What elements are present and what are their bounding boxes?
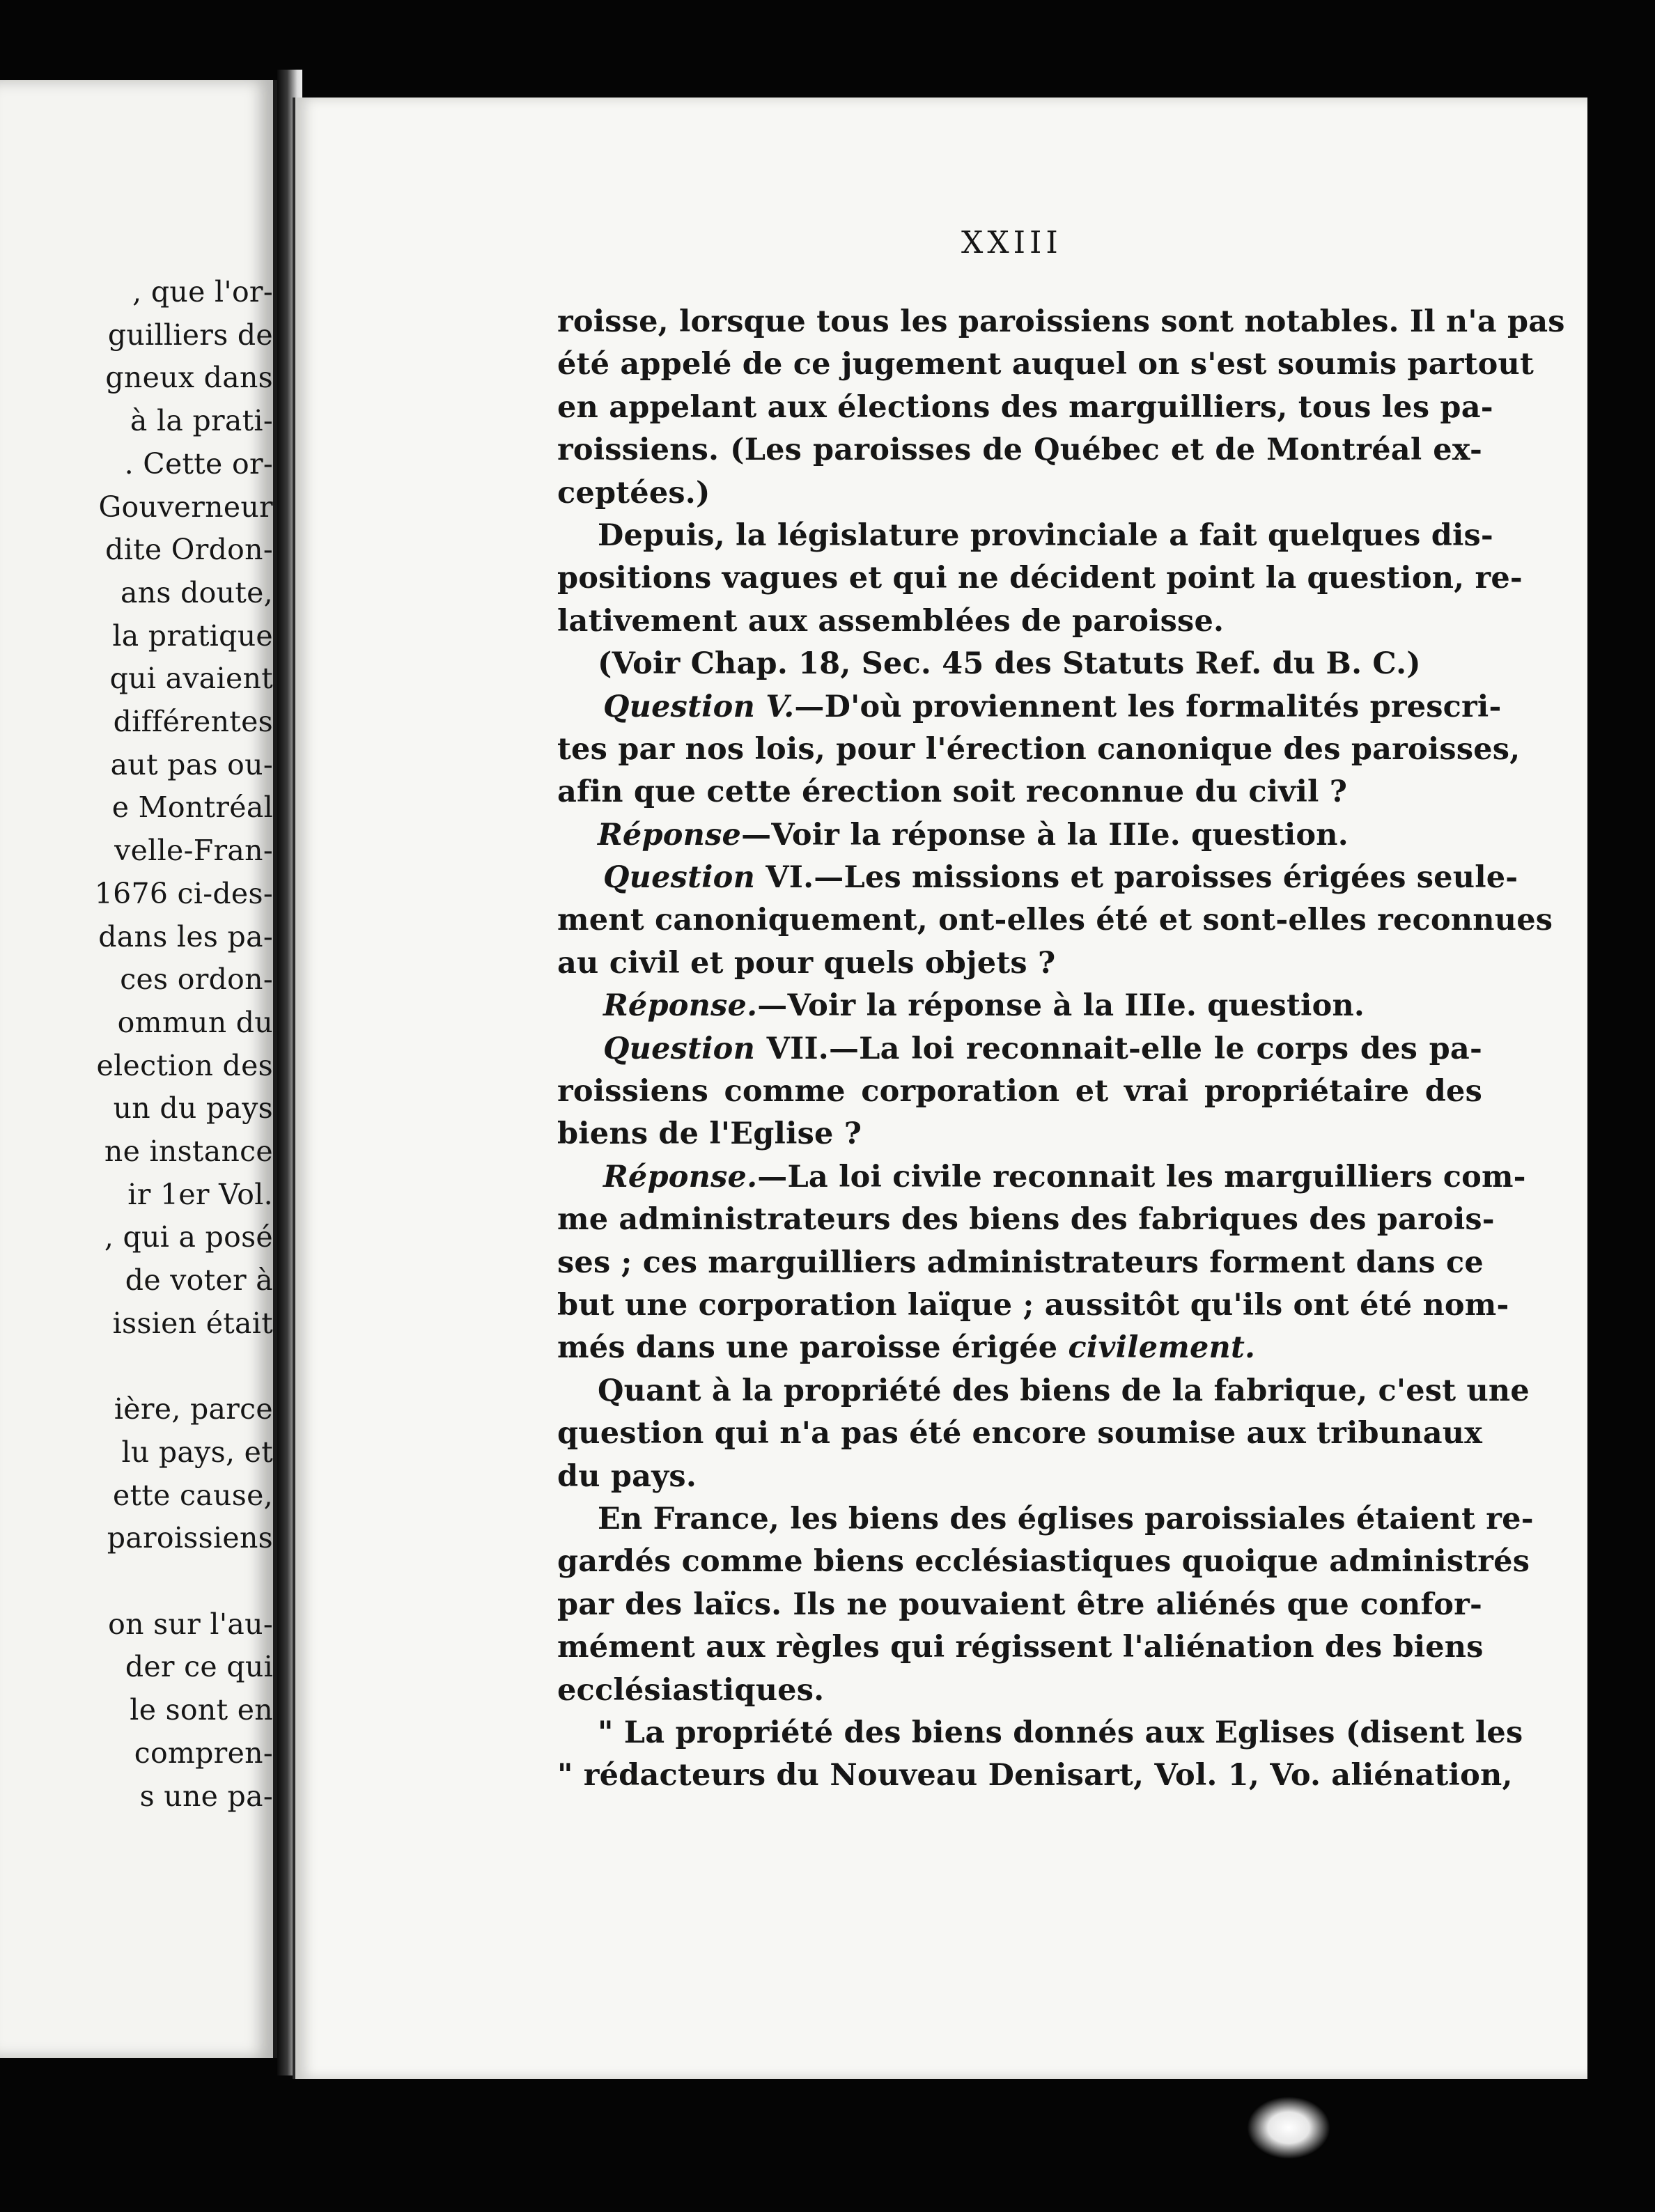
text-segment: afin que cette érection soit reconnue du civil ? [557,774,1348,810]
text-segment: —D'où proviennent les formalités prescri- [794,689,1502,724]
text-line [557,1327,1482,1369]
text-segment: en appelant aux élections des marguilliers, tous les pa- [557,389,1493,425]
left-page-line: guilliers de [107,318,273,352]
italic-text: Question V. [603,689,795,724]
text-segment: tes par nos lois, pour l'érection canonique des paroisses, [557,731,1521,767]
text-line [557,1156,1526,1199]
text-segment: été appelé de ce jugement auquel on s'est soumis partout [557,347,1534,382]
text-line [557,1754,1513,1797]
text-segment: roisse, lorsque tous les paroissiens sont notables. Il n'a pas [557,304,1565,339]
italic-text: Question [603,1031,756,1066]
text-line [557,771,1482,813]
text-segment: au civil et pour quels objets ? [557,945,1056,981]
text-segment: me administrateurs des biens des fabriques des parois- [557,1202,1495,1238]
text-line [557,1584,1482,1626]
text-segment: ceptées.) [557,475,710,511]
left-page-line: gneux dans [105,361,273,395]
text-segment: ment canoniquement, ont-elles été et sont-elles reconnues [557,903,1553,938]
text-line [557,1370,1530,1412]
text-line [557,643,1482,685]
left-page-line: der ce qui [125,1650,273,1684]
light-glare [1247,2096,1330,2159]
text-line [557,942,1482,985]
text-segment: VI.—Les missions et paroisses érigées seule- [755,860,1518,896]
text-line [557,600,1482,643]
left-page-line: ière, parce [114,1392,273,1426]
text-line [557,472,1482,515]
italic-text: Réponse. [603,1159,758,1194]
text-line [557,1113,1482,1155]
left-page-line: dans les pa- [98,919,273,953]
left-page-line: un du pays [113,1091,273,1126]
text-line [557,1541,1530,1583]
text-segment: " La propriété des biens donnés aux Eglises (disent les [598,1715,1523,1750]
text-segment: mément aux règles qui régissent l'aliénation des biens [557,1630,1484,1665]
left-page-line: la pratique [112,618,273,653]
text-line [557,1284,1509,1327]
left-page-line: de voter à [125,1263,273,1298]
text-segment: but une corporation laïque ; aussitôt qu'ils ont été nom- [557,1287,1509,1323]
left-page-line: 1676 ci-des- [94,876,273,910]
text-line [557,1070,1482,1113]
left-page-line: ne instance [104,1135,273,1168]
left-page-line: Gouverneur [98,490,273,524]
italic-text: civilement. [1068,1330,1256,1366]
text-segment: VII.—La loi reconnait-elle le corps des pa- [755,1031,1482,1066]
text-line [557,857,1518,899]
text-segment: Quant à la propriété des biens de la fabrique, c'est une [598,1373,1530,1408]
left-page-line: compren- [134,1736,273,1770]
text-segment: (Voir Chap. 18, Sec. 45 des Statuts Ref. du B. C.) [598,646,1421,682]
text-segment: gardés comme biens ecclésiastiques quoique administrés [557,1544,1530,1580]
left-page-line: e Montréal [111,790,273,825]
text-segment: —Voir la réponse à la IIIe. question. [757,988,1365,1024]
text-line [557,1028,1482,1070]
text-segment: Depuis, la législature provinciale a fait quelques dis- [598,517,1493,553]
left-page-line: on sur l'au- [108,1607,273,1641]
text-segment: lativement aux assemblées de paroisse. [557,603,1225,639]
left-page-line: lu pays, et [121,1435,273,1469]
left-page-line: aut pas ou- [110,747,273,781]
left-page-line: différentes [113,705,273,738]
text-line [557,1242,1482,1284]
left-page-line: s une pa- [139,1779,273,1813]
left-page-line: paroissiens [107,1521,273,1555]
text-line [557,899,1553,942]
text-segment: biens de l'Eglise ? [557,1116,862,1152]
text-line [557,301,1565,343]
text-segment: —Voir la réponse à la IIIe. question. [741,817,1349,852]
left-page-line: election des [96,1048,273,1082]
text-segment: positions vagues et qui ne décident point la question, re- [557,561,1523,596]
text-segment: par des laïcs. Ils ne pouvaient être aliénés que confor- [557,1587,1482,1622]
text-segment: roissiens comme corporation et vrai propriétaire des [557,1074,1482,1109]
left-page-line: le sont en [130,1693,273,1727]
left-page-line: velle-Fran- [114,834,273,868]
text-segment: En France, les biens des églises paroissiales étaient re- [598,1501,1534,1536]
left-page-line: qui avaient [109,662,273,696]
left-page-line: , que l'or- [132,275,273,309]
text-segment: ecclésiastiques. [557,1672,825,1708]
text-line [557,1669,1482,1712]
left-page-line: ces ordon- [120,963,273,997]
text-segment: " rédacteurs du Nouveau Denisart, Vol. 1, Vo. aliénation, [557,1758,1513,1793]
italic-text: Réponse [598,817,742,852]
italic-text: Réponse. [603,988,758,1024]
text-line [557,515,1493,557]
left-page-line: ette cause, [113,1478,273,1512]
text-line [557,814,1482,857]
text-line [557,387,1493,429]
italic-text: Question [603,860,756,896]
text-segment: ses ; ces marguilliers administrateurs forment dans ce [557,1245,1484,1280]
left-page-line: . Cette or- [124,446,273,481]
text-line [557,1456,1482,1498]
text-line [557,1498,1534,1541]
text-line [557,686,1502,729]
text-line [557,557,1523,600]
page-number: XXIII [961,225,1062,260]
text-line [557,729,1521,771]
text-segment: du pays. [557,1458,697,1494]
text-line [557,1412,1482,1455]
text-line [557,343,1534,386]
left-page-line: ir 1er Vol. [127,1177,273,1211]
left-page [0,80,277,2058]
text-segment: —La loi civile reconnait les marguilliers com- [757,1159,1526,1194]
text-line [557,985,1482,1027]
text-line [557,1199,1495,1241]
left-page-line: à la prati- [130,404,273,438]
text-line [557,429,1482,472]
left-page-line: ommun du [117,1005,273,1039]
text-segment: més dans une paroisse érigée [557,1330,1069,1366]
text-line [557,1712,1523,1754]
body-text [557,301,1565,1798]
text-segment: question qui n'a pas été encore soumise aux tribunaux [557,1416,1483,1451]
text-segment: roissiens. (Les paroisses de Québec et de Montréal ex- [557,433,1482,468]
left-page-line: dite Ordon- [105,533,273,567]
left-page-line: ans doute, [120,575,273,609]
left-page-line: issien était [112,1306,273,1340]
text-line [557,1626,1482,1669]
left-page-line: , qui a posé [104,1220,273,1254]
